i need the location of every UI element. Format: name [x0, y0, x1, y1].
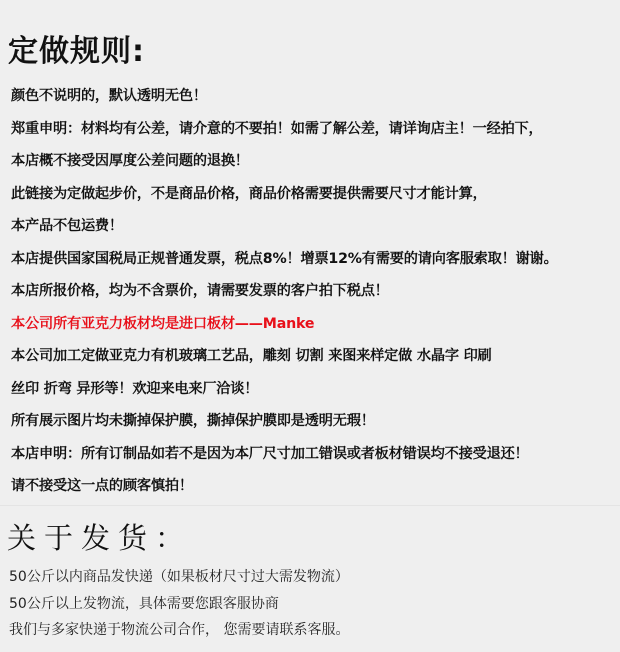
- rule-item-highlight: 本公司所有亚克力板材均是进口板材——Manke: [11, 315, 315, 332]
- rule-item: 本店概不接受因厚度公差问题的退换！: [11, 153, 249, 169]
- shipping-heading: 关于发货：: [7, 521, 193, 555]
- rule-item: 本产品不包运费！: [11, 218, 123, 234]
- rules-heading: 定做规则:: [8, 34, 145, 69]
- rule-item: 本店所报价格，均为不含票价，请需要发票的客户拍下税点！: [11, 283, 389, 299]
- shipping-line: 50公斤以上发物流，具体需要您跟客服协商: [9, 595, 279, 612]
- section-divider: [0, 505, 620, 506]
- rule-item: 颜色不说明的，默认透明无色！: [11, 88, 207, 104]
- rules-list: [11, 80, 616, 503]
- rule-item: 郑重申明：材料均有公差，请介意的不要拍！如需了解公差，请详询店主！一经拍下，: [11, 120, 543, 137]
- rule-item: 所有展示图片均未撕掉保护膜，撕掉保护膜即是透明无瑕！: [11, 413, 375, 429]
- rule-item: 本公司加工定做亚克力有机玻璃工艺品，雕刻 切割 来图来样定做 水晶字 印刷: [11, 348, 492, 364]
- shipping-line: 50公斤以内商品发快递（如果板材尺寸过大需发物流）: [9, 569, 349, 585]
- rule-item: 本店提供国家国税局正规普通发票，税点8%！增票12%有需要的请向客服索取！谢谢。: [11, 250, 558, 267]
- shipping-list: [9, 564, 349, 644]
- rule-item: 本店申明：所有订制品如若不是因为本厂尺寸加工错误或者板材错误均不接受退还！: [11, 445, 529, 462]
- rule-item: 丝印 折弯 异形等！欢迎来电来厂洽谈！: [11, 380, 259, 397]
- rule-item: 请不接受这一点的顾客慎拍！: [11, 478, 193, 494]
- rule-item: 此链接为定做起步价，不是商品价格，商品价格需要提供需要尺寸才能计算，: [11, 185, 487, 202]
- shipping-line: 我们与多家快递于物流公司合作， 您需要请联系客服。: [9, 622, 350, 638]
